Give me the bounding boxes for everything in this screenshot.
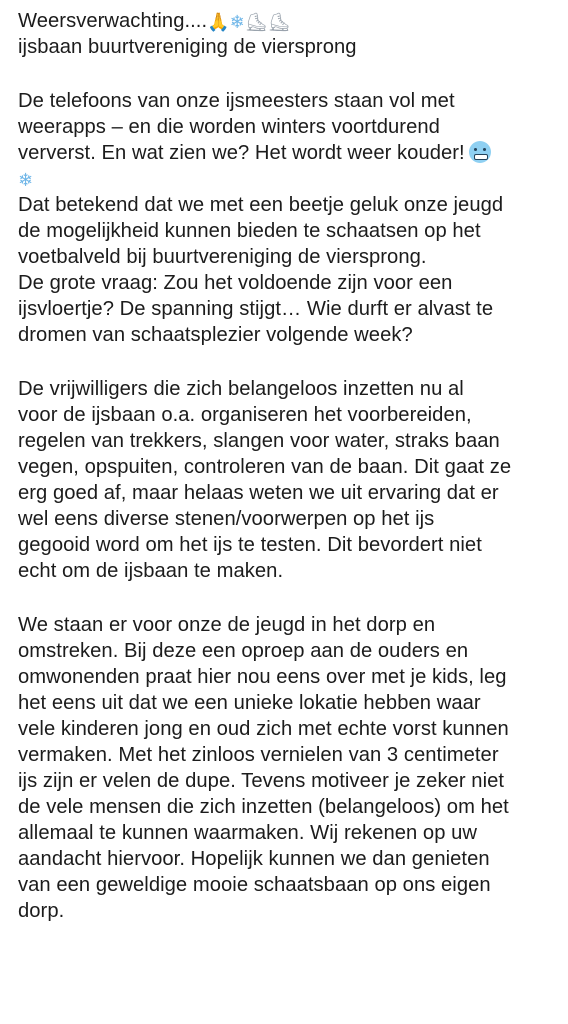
- paragraph-gap: [18, 60, 558, 88]
- paragraph-line: dromen van schaatsplezier volgende week?: [18, 324, 413, 346]
- snowflake-icon: ❄: [18, 170, 34, 191]
- ice-skate-icon: ⛸: [244, 12, 268, 33]
- paragraph-line: gegooid word om het ijs te testen. Dit bevordert niet: [18, 534, 482, 556]
- paragraph-gap: [18, 348, 558, 376]
- paragraph-line: echt om de ijsbaan te maken.: [18, 560, 284, 582]
- paragraph-line: omwonenden praat hier nou eens over met je kids, leg: [18, 666, 507, 688]
- paragraph-line: vermaken. Met het zinloos vernielen van 3 centimeter: [18, 744, 499, 766]
- paragraph-line: [18, 140, 558, 166]
- post-title-line: [18, 8, 558, 34]
- folded-hands-icon: 🙏: [207, 12, 230, 33]
- paragraph-line: vele kinderen jong en oud zich met echte vorst kunnen: [18, 718, 509, 740]
- paragraph-line: De vrijwilligers die zich belangeloos inzetten nu al: [18, 378, 464, 400]
- post-body: [18, 8, 558, 924]
- paragraph-line: We staan er voor onze de jeugd in het dorp en: [18, 614, 436, 636]
- paragraph-line: vegen, opspuiten, controleren van de baan. Dit gaat ze: [18, 456, 512, 478]
- paragraph-line: dorp.: [18, 900, 65, 922]
- post-title: Weersverwachting....: [18, 10, 208, 32]
- paragraph-line: ijs zijn er velen de dupe. Tevens motiveer je zeker niet: [18, 770, 505, 792]
- paragraph-line: omstreken. Bij deze een oproep aan de ouders en: [18, 640, 469, 662]
- paragraph-line: erg goed af, maar helaas weten we uit ervaring dat er: [18, 482, 499, 504]
- paragraph-text: ververst. En wat zien we? Het wordt weer kouder!: [18, 142, 465, 164]
- snowflake-icon: ❄: [229, 12, 245, 33]
- paragraph-line: aandacht hiervoor. Hopelijk kunnen we dan genieten: [18, 848, 490, 870]
- paragraph-gap: [18, 584, 558, 612]
- paragraph-line: De grote vraag: Zou het voldoende zijn voor een: [18, 272, 453, 294]
- paragraph-line: [18, 166, 558, 192]
- paragraph-line: het eens uit dat we een unieke lokatie hebben waar: [18, 692, 481, 714]
- post-subtitle: ijsbaan buurtvereniging de viersprong: [18, 36, 357, 58]
- paragraph-line: de vele mensen die zich inzetten (belangeloos) om het: [18, 796, 509, 818]
- ice-skate-icon: ⛸: [267, 12, 291, 33]
- paragraph-line: van een geweldige mooie schaatsbaan op ons eigen: [18, 874, 491, 896]
- paragraph-line: regelen van trekkers, slangen voor water, straks baan: [18, 430, 500, 452]
- paragraph-line: Dat betekend dat we met een beetje geluk onze jeugd: [18, 194, 504, 216]
- paragraph-line: voetbalveld bij buurtvereniging de viersprong.: [18, 246, 427, 268]
- paragraph-line: allemaal te kunnen waarmaken. Wij rekenen op uw: [18, 822, 478, 844]
- paragraph-line: De telefoons van onze ijsmeesters staan vol met: [18, 90, 455, 112]
- paragraph-line: de mogelijkheid kunnen bieden te schaatsen op het: [18, 220, 481, 242]
- paragraph-line: wel eens diverse stenen/voorwerpen op het ijs: [18, 508, 435, 530]
- cold-face-icon: [469, 141, 491, 163]
- paragraph-line: ijsvloertje? De spanning stijgt… Wie durft er alvast te: [18, 298, 494, 320]
- paragraph-line: voor de ijsbaan o.a. organiseren het voorbereiden,: [18, 404, 472, 426]
- paragraph-line: weerapps – en die worden winters voortdurend: [18, 116, 440, 138]
